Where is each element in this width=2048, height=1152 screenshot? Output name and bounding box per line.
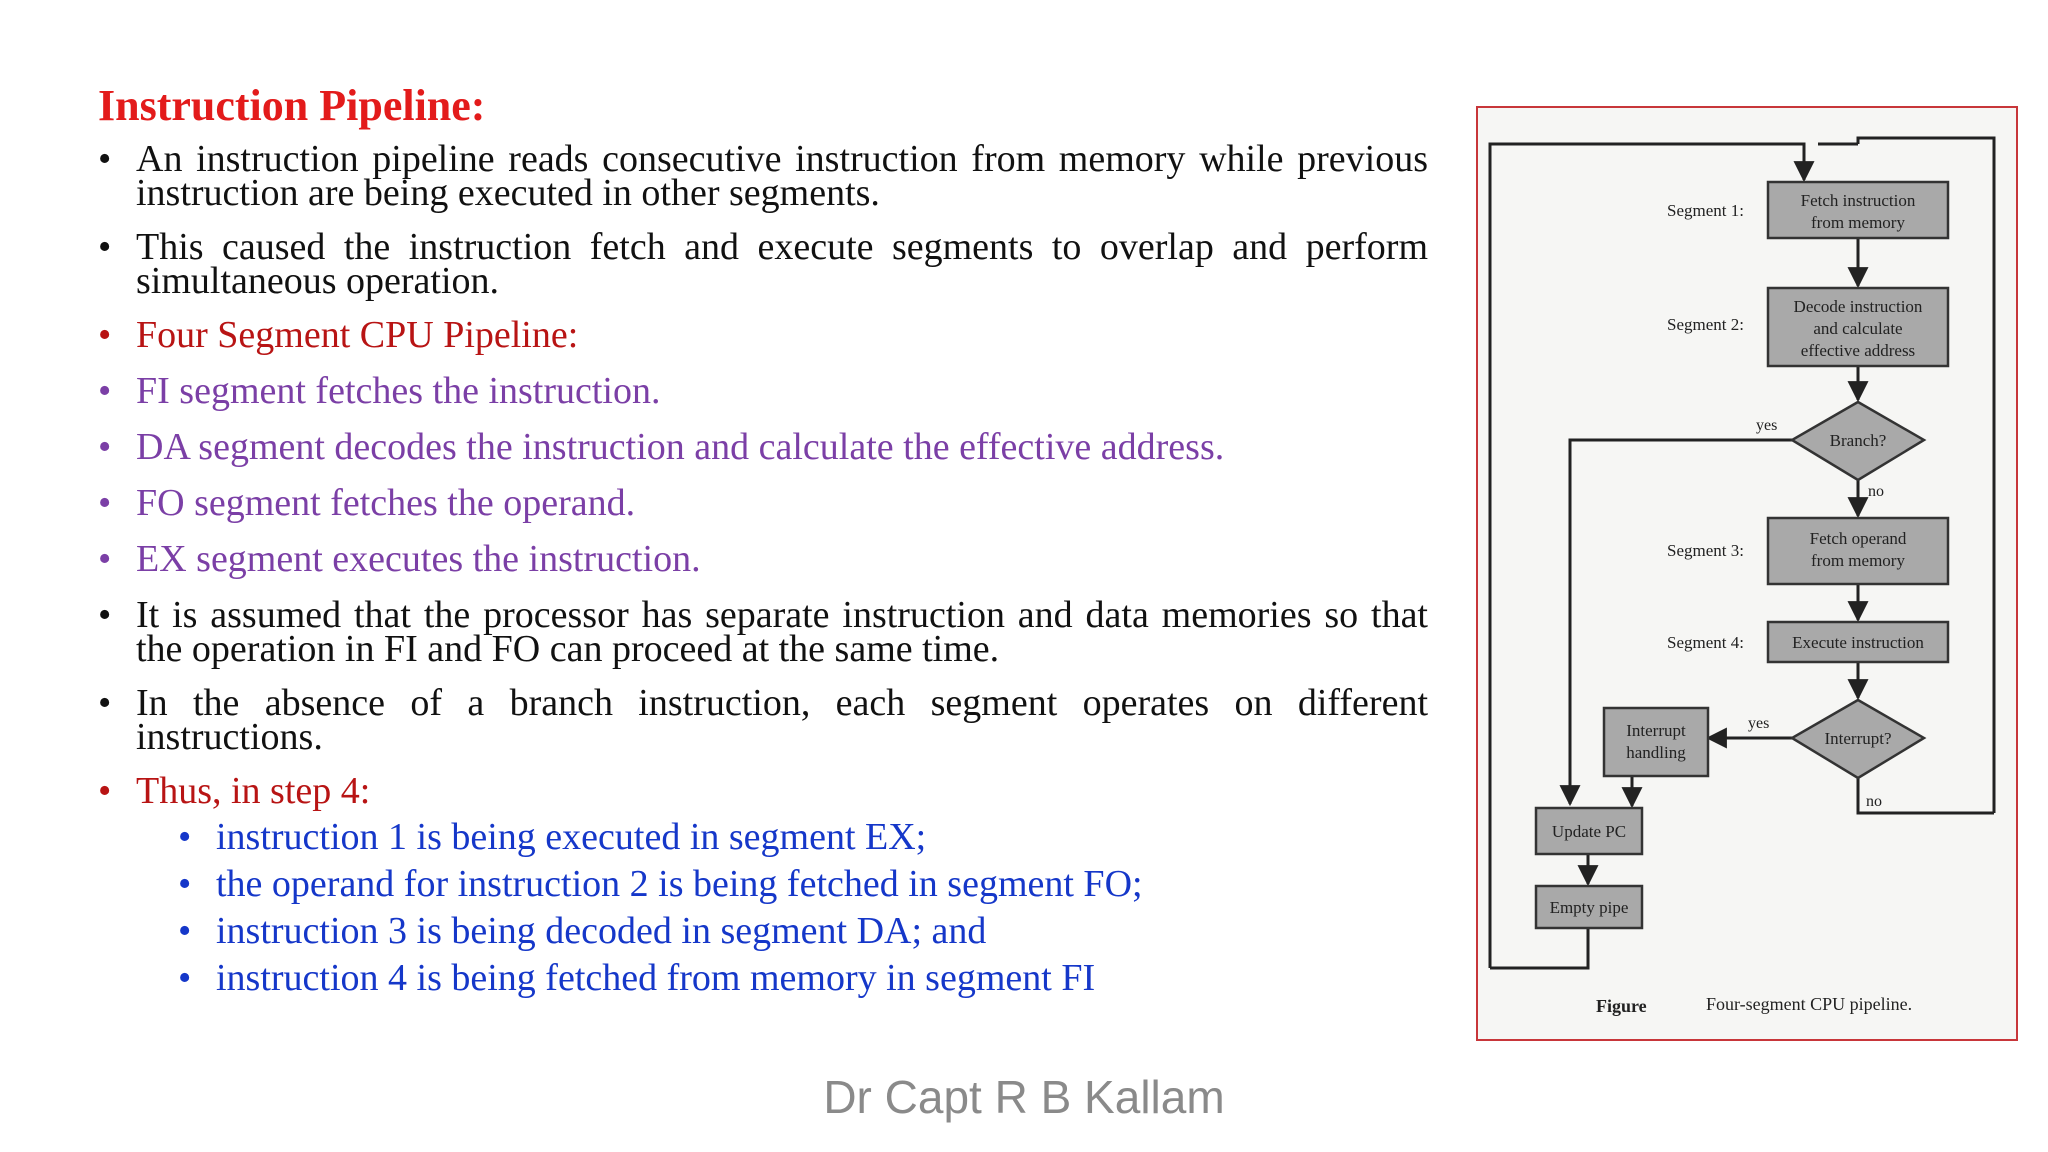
interrupt-label: Interrupt?: [1824, 729, 1892, 748]
sub-bullet-text: instruction 3 is being decoded in segment DA; and: [216, 910, 987, 952]
update-pc-label: Update PC: [1551, 822, 1627, 841]
decode-label-1: Decode instruction: [1793, 297, 1923, 316]
caption-label: Figure: [1596, 996, 1647, 1016]
bullet-item: [98, 314, 1428, 356]
segment-3-label: Segment 3:: [1667, 541, 1744, 560]
bullet-item: [98, 538, 1428, 580]
bullet-text: EX segment executes the instruction.: [136, 538, 701, 580]
flowchart-diagram: [1478, 108, 2016, 1039]
interrupt-handling-label-2: handling: [1626, 743, 1686, 762]
bullet-text: DA segment decodes the instruction and calculate the effective address.: [136, 426, 1225, 468]
bullet-item: [98, 682, 1428, 758]
segment-4-label: Segment 4:: [1667, 633, 1744, 652]
decode-label-3: effective address: [1800, 341, 1916, 360]
fetch-operand-label-2: from memory: [1811, 551, 1905, 570]
branch-label: Branch?: [1829, 431, 1887, 450]
slide-title: Instruction Pipeline:: [98, 81, 486, 130]
figure-caption: [1596, 994, 1912, 1016]
pipeline-figure: [1476, 106, 2018, 1041]
decode-label-2: and calculate: [1813, 319, 1903, 338]
bullet-text: Thus, in step 4:: [136, 770, 371, 812]
execute-label: Execute instruction: [1792, 633, 1924, 652]
bullet-text: FO segment fetches the operand.: [136, 482, 636, 524]
bullet-text: This caused the instruction fetch and execute segments to overlap and perform simultaneous operation.: [136, 226, 1428, 302]
sub-bullet-container: [98, 814, 1428, 1002]
fetch-instruction-label-2: from memory: [1811, 213, 1905, 232]
bullet-item: [98, 138, 1428, 214]
bullet-text: An instruction pipeline reads consecutive instruction from memory while previous instruction are being executed in other segments.: [136, 138, 1428, 214]
bullet-text: FI segment fetches the instruction.: [136, 370, 661, 412]
bullet-item: [98, 426, 1428, 468]
sub-bullet-item: [178, 955, 1508, 1002]
interrupt-handling-box: [1604, 708, 1708, 776]
empty-pipe-label: Empty pipe: [1549, 898, 1629, 917]
sub-bullet-item: [178, 908, 1508, 955]
sub-bullet-list: [178, 814, 1508, 1002]
sub-bullet-text: instruction 4 is being fetched from memory in segment FI: [216, 957, 1096, 999]
bullet-item: [98, 770, 1428, 812]
interrupt-yes-label: yes: [1748, 715, 1770, 732]
bullet-item: [98, 482, 1428, 524]
bullet-text: Four Segment CPU Pipeline:: [136, 314, 579, 356]
bullet-list: [98, 138, 1428, 1002]
fetch-instruction-label-1: Fetch instruction: [1800, 191, 1916, 210]
caption-text: Four-segment CPU pipeline.: [1706, 994, 1913, 1014]
bullet-item: [98, 594, 1428, 670]
branch-no-label: no: [1868, 483, 1884, 500]
author-footer: Dr Capt R B Kallam: [823, 1071, 1225, 1123]
sub-bullet-text: the operand for instruction 2 is being fetched in segment FO;: [216, 863, 1143, 905]
sub-bullet-text: instruction 1 is being executed in segment EX;: [216, 816, 927, 858]
segment-1-label: Segment 1:: [1667, 201, 1744, 220]
fetch-operand-label-1: Fetch operand: [1809, 529, 1907, 548]
bullet-text: In the absence of a branch instruction, each segment operates on different instructions.: [136, 682, 1428, 758]
interrupt-no-label: no: [1866, 793, 1882, 810]
bullet-text: It is assumed that the processor has separate instruction and data memories so that the operation in FI and FO can proceed at the same time.: [136, 594, 1428, 670]
interrupt-handling-label-1: Interrupt: [1626, 721, 1686, 740]
branch-yes-label: yes: [1756, 417, 1778, 434]
segment-2-label: Segment 2:: [1667, 315, 1744, 334]
sub-bullet-item: [178, 861, 1508, 908]
sub-bullet-item: [178, 814, 1508, 861]
bullet-item: [98, 370, 1428, 412]
bullet-item: [98, 226, 1428, 302]
